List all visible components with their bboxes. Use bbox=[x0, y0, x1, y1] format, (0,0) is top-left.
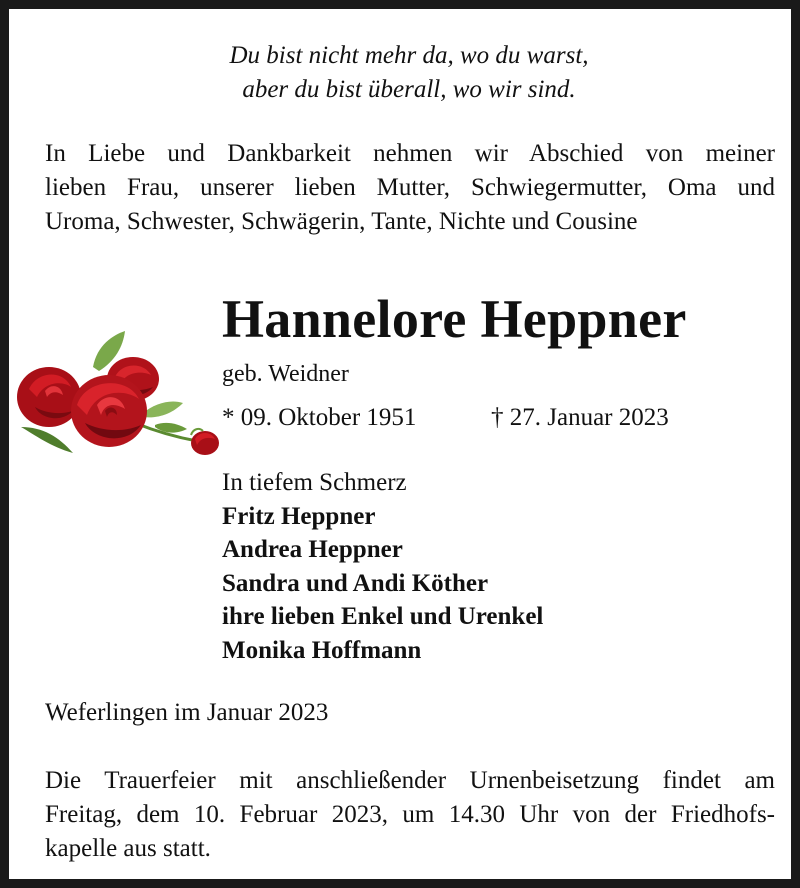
service-line-3: kapelle aus statt. bbox=[45, 835, 211, 862]
mourners-heading: In tiefem Schmerz bbox=[222, 469, 407, 496]
mourner-name: Andrea Heppner bbox=[222, 536, 403, 563]
mourners-block bbox=[222, 466, 543, 667]
leaf-right bbox=[143, 401, 183, 417]
place-and-date: Weferlingen im Januar 2023 bbox=[45, 699, 329, 726]
rose-left bbox=[17, 367, 81, 427]
mourner-name: Sandra und Andi Köther bbox=[222, 569, 489, 597]
quote-line-1: Du bist nicht mehr da, wo du warst, bbox=[229, 42, 589, 69]
rose-center bbox=[71, 375, 147, 447]
farewell-line-2: lieben Frau, unserer lieben Mutter, Schwiegermutter, Oma und bbox=[45, 174, 775, 201]
leaf-left-bottom bbox=[21, 427, 73, 453]
mourner-name: Fritz Heppner bbox=[222, 502, 376, 530]
farewell-line-3: Uroma, Schwester, Schwägerin, Tante, Nichte und Cousine bbox=[45, 208, 638, 235]
death-date: † 27. Januar 2023 bbox=[491, 404, 669, 431]
birth-name: geb. Weidner bbox=[222, 361, 349, 387]
farewell-text bbox=[45, 137, 775, 239]
service-line-2: Freitag, dem 10. Februar 2023, um 14.30 Uhr von der Friedhofs- bbox=[45, 801, 775, 828]
rose-bud bbox=[191, 429, 219, 455]
mourner-name: Monika Hoffmann bbox=[222, 636, 422, 664]
service-line-1: Die Trauerfeier mit anschließender Urnenbeisetzung findet am bbox=[45, 767, 775, 794]
mourner-name: ihre lieben Enkel und Urenkel bbox=[222, 603, 544, 630]
quote-line-2: aber du bist überall, wo wir sind. bbox=[242, 76, 576, 103]
memorial-quote bbox=[9, 39, 800, 107]
birth-date: * 09. Oktober 1951 bbox=[222, 404, 417, 431]
funeral-service-info bbox=[45, 764, 775, 866]
farewell-line-1: In Liebe und Dankbarkeit nehmen wir Abschied von meiner bbox=[45, 140, 775, 167]
roses-illustration bbox=[15, 327, 221, 459]
deceased-name: Hannelore Heppner bbox=[222, 289, 687, 349]
